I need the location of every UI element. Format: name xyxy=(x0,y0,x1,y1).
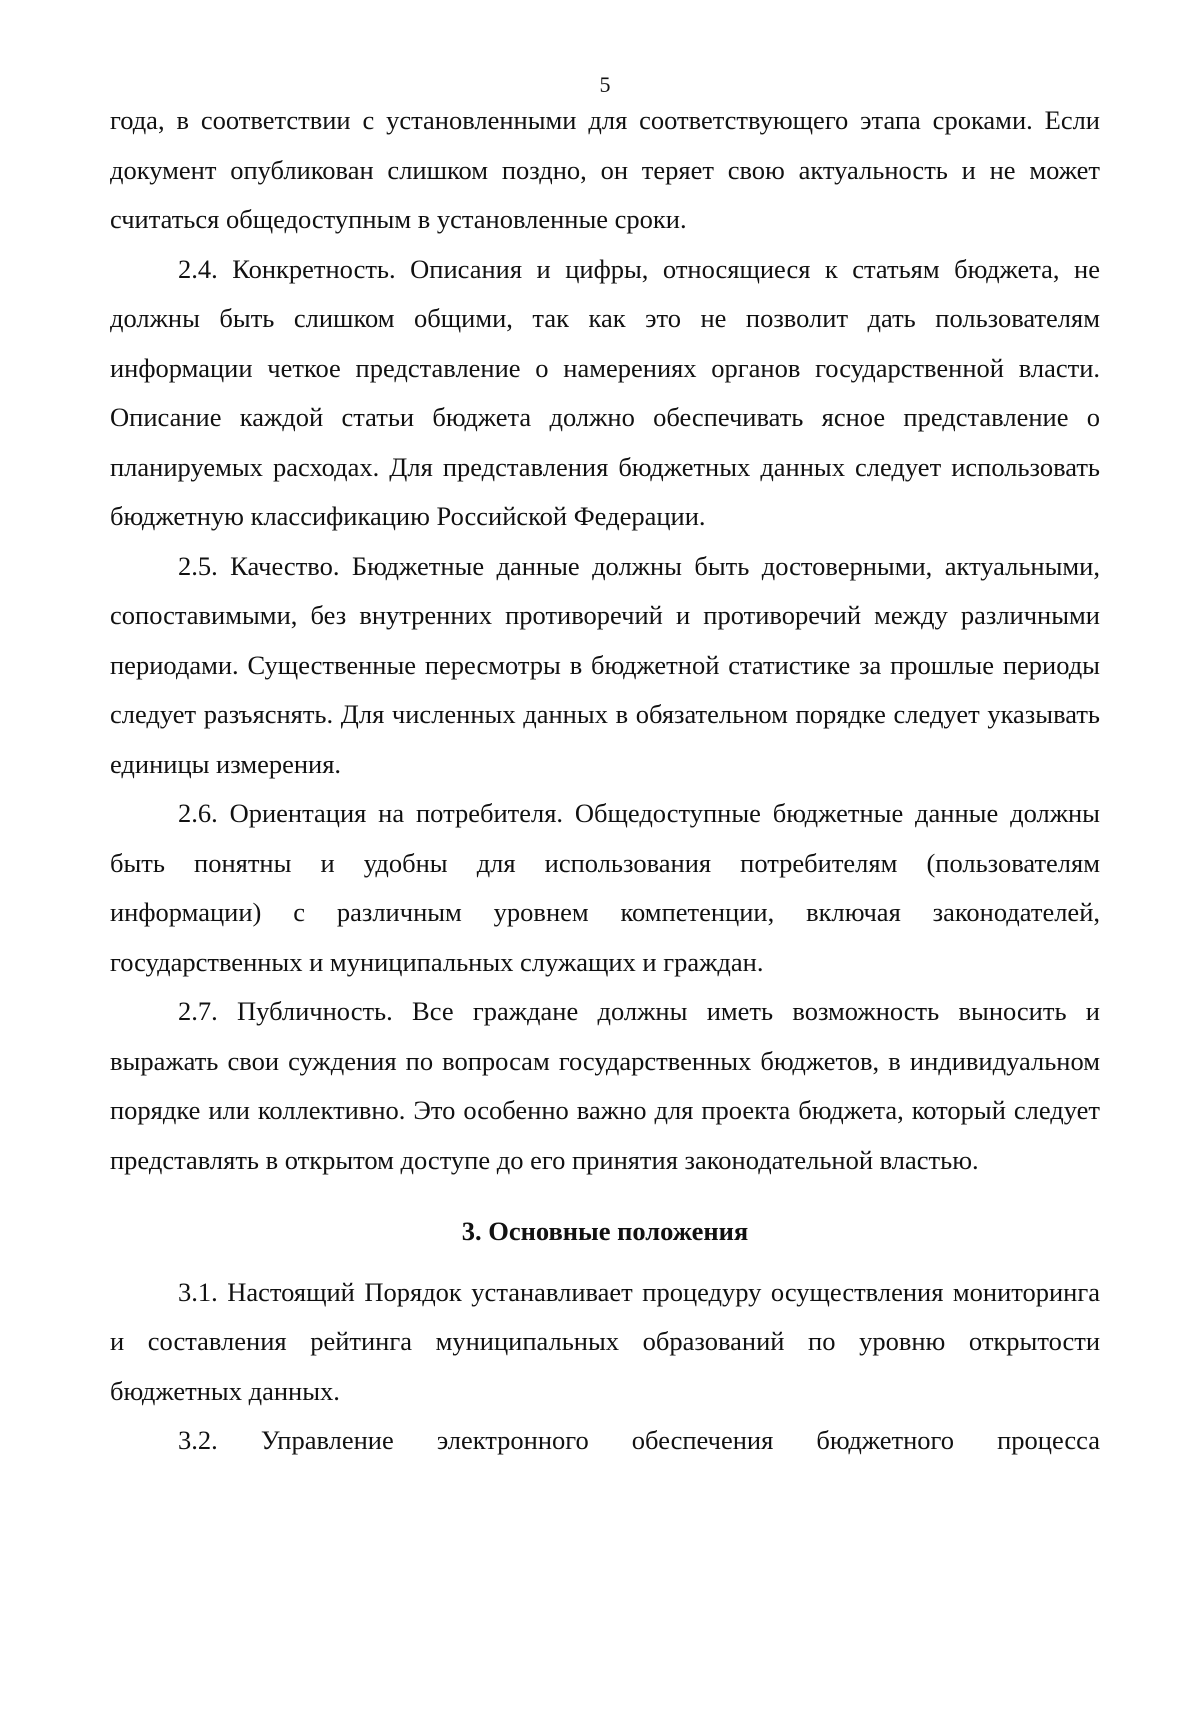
paragraph-2-7: 2.7. Публичность. Все граждане должны иметь возможность выносить и выражать свои суждения по вопросам государственных бюджетов, в индивидуальном порядке или коллективно. Это особенно важно для проекта бюджета, который следует представлять в открытом доступе до его принятия законодательной властью. xyxy=(110,996,1100,1175)
paragraph-2-4: 2.4. Конкретность. Описания и цифры, относящиеся к статьям бюджета, не должны быть слишком общими, так как это не позволит дать пользователям информации четкое представление о намерениях органов государственной власти. Описание каждой статьи бюджета должно обеспечивать ясное представление о планируемых расходах. Для представления бюджетных данных следует использовать бюджетную классификацию Российской Федерации. xyxy=(110,253,1100,531)
paragraph-3-1: 3.1. Настоящий Порядок устанавливает процедуру осуществления мониторинга и составления рейтинга муниципальных образований по уровню открытости бюджетных данных. xyxy=(110,1276,1100,1406)
paragraph-3-2: 3.2. Управление электронного обеспечения бюджетного процесса xyxy=(178,1425,1100,1455)
paragraph-2-6: 2.6. Ориентация на потребителя. Общедоступные бюджетные данные должны быть понятны и удобны для использования потребителям (пользователям информации) с различным уровнем компетенции, включая законодателей, государственных и муниципальных служащих и граждан. xyxy=(110,798,1100,977)
paragraph-2-5: 2.5. Качество. Бюджетные данные должны быть достоверными, актуальными, сопоставимыми, без внутренних противоречий и противоречий между различными периодами. Существенные пересмотры в бюджетной статистике за прошлые периоды следует разъяснять. Для численных данных в обязательном порядке следует указывать единицы измерения. xyxy=(110,550,1100,779)
paragraph-continuation: года, в соответствии с установленными для соответствующего этапа сроками. Если документ опубликован слишком поздно, он теряет свою актуальность и не может считаться общедоступным в установленные сроки. xyxy=(110,105,1100,234)
page-number: 5 xyxy=(599,72,611,97)
section-heading: 3. Основные положения xyxy=(461,1216,749,1246)
